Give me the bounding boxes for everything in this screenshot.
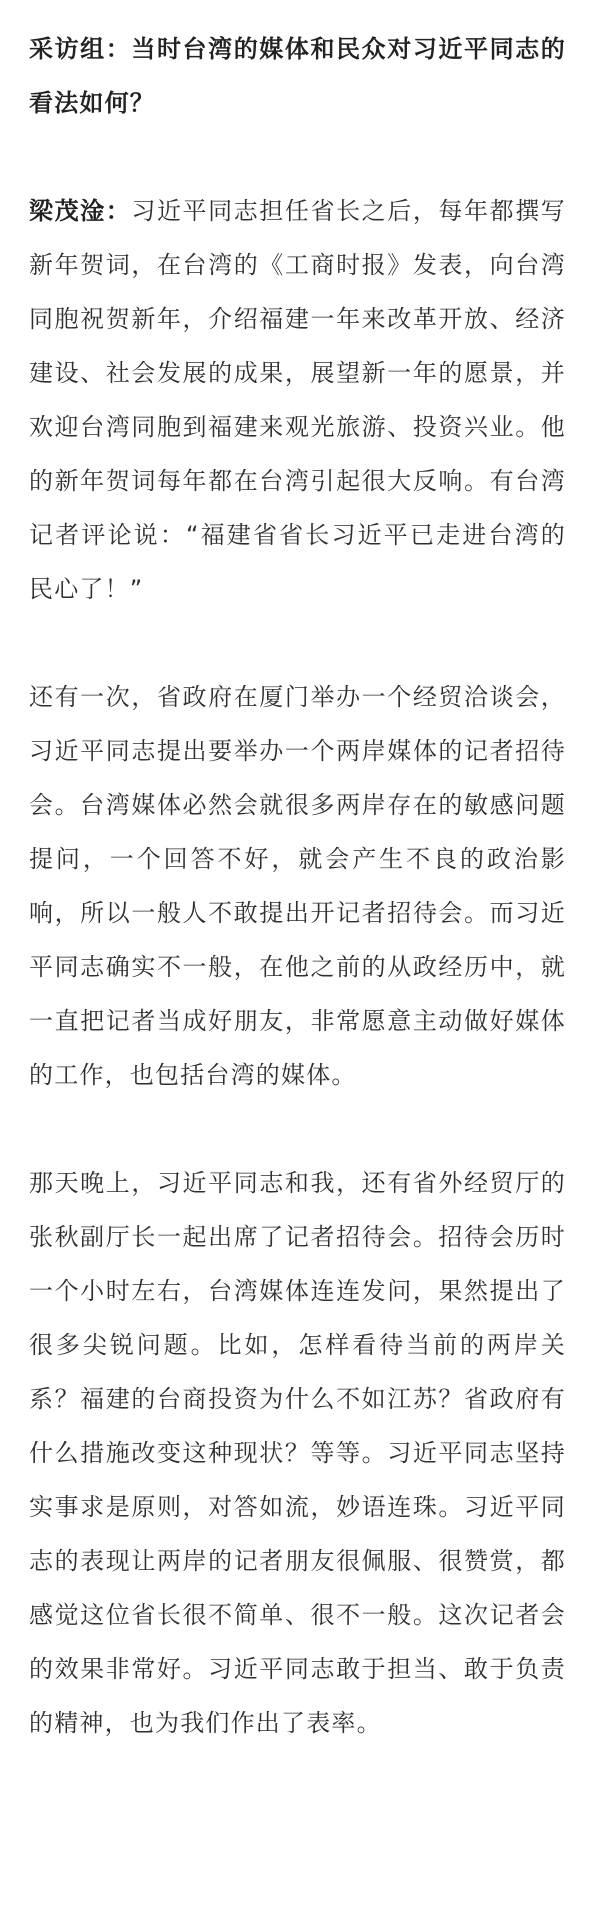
answer-text-1: 习近平同志担任省长之后，每年都撰写新年贺词，在台湾的《工商时报》发表，向台湾同胞祝贺新年，介绍福建一年来改革开放、经济建设、社会发展的成果，展望新一年的愿景，并欢迎台湾同胞到福建来观光旅游、投资兴业。他的新年贺词每年都在台湾引起很大反响。有台湾记者评论说：“福建省省长习近平已走进台湾的民心了！” bbox=[29, 197, 566, 603]
answer-paragraph-3: 那天晚上，习近平同志和我，还有省外经贸厅的张秋副厅长一起出席了记者招待会。招待会历时一个小时左右，台湾媒体连连发问，果然提出了很多尖锐问题。比如，怎样看待当前的两岸关系？福建的台商投资为什么不如江苏？省政府有什么措施改变这种现状？等等。习近平同志坚持实事求是原则，对答如流，妙语连珠。习近平同志的表现让两岸的记者朋友很佩服、很赞赏，都感觉这位省长很不简单、很不一般。这次记者会的效果非常好。习近平同志敢于担当、敢于负责的精神，也为我们作出了表率。 bbox=[29, 1169, 566, 1737]
answer-paragraph-1 bbox=[29, 184, 566, 616]
answer-paragraph-2: 还有一次，省政府在厦门举办一个经贸洽谈会，习近平同志提出要举办一个两岸媒体的记者招待会。台湾媒体必然会就很多两岸存在的敏感问题提问，一个回答不好，就会产生不良的政治影响，所以一般人不敢提出开记者招待会。而习近平同志确实不一般，在他之前的从政经历中，就一直把记者当成好朋友，非常愿意主动做好媒体的工作，也包括台湾的媒体。 bbox=[29, 683, 566, 1089]
interview-question: 采访组：当时台湾的媒体和民众对习近平同志的看法如何？ bbox=[29, 35, 566, 117]
speaker-label: 梁茂淦： bbox=[29, 197, 132, 225]
